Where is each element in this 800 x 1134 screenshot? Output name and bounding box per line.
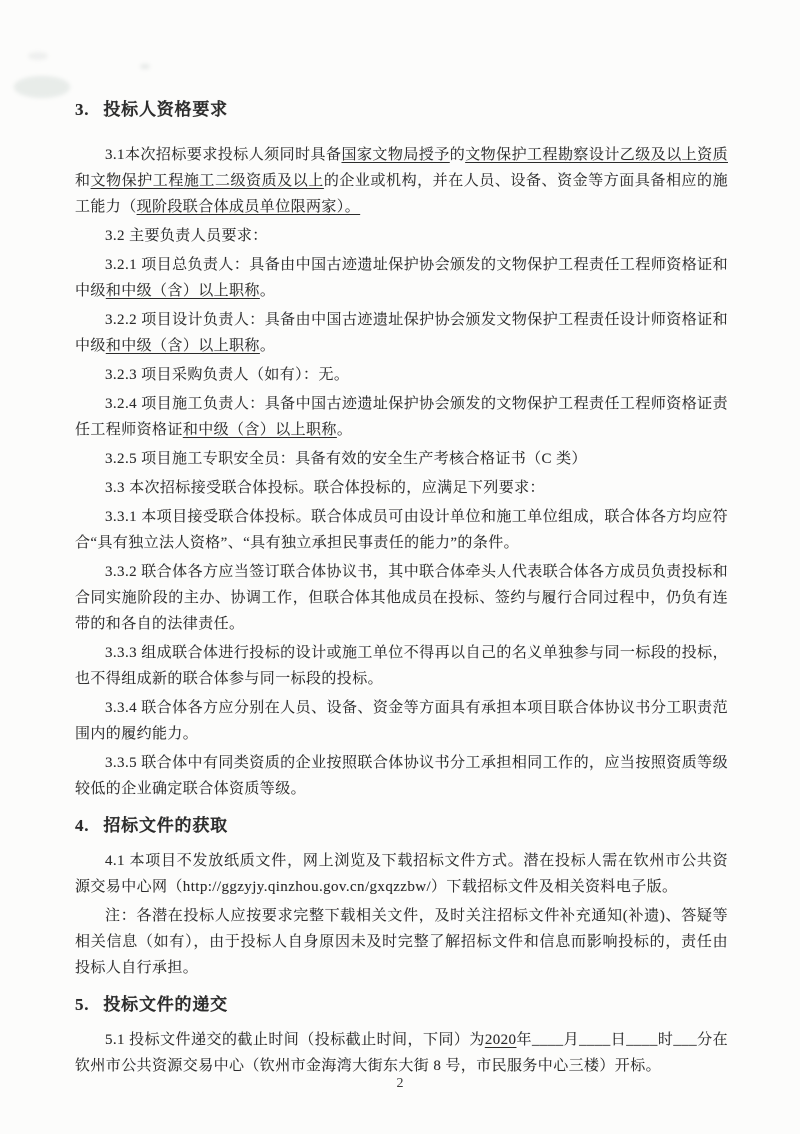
underlined-text: 文物保护工程施工二级资质及以上	[90, 173, 324, 189]
text-run: 3.2.3 项目采购负责人（如有）：无。	[105, 367, 350, 383]
text-run: 3.3.2 联合体各方应当签订联合体协议书，其中联合体牵头人代表联合体各方成员负责投标和合同实施阶段的主办、协调工作，但联合体其他成员在投标、签约与履行合同过程中，仍负有连带的和各自的法律责任。	[75, 564, 728, 632]
text-run: 3.3.5 联合体中有同类资质的企业按照联合体协议书分工承担相同工作的，应当按照资质等级较低的企业确定联合体资质等级。	[75, 755, 728, 797]
text-run: 。	[336, 422, 353, 438]
text-run: 3.3.4 联合体各方应分别在人员、设备、资金等方面具有承担本项目联合体协议书分工职责范围内的履约能力。	[75, 700, 728, 742]
text-run: 。	[259, 338, 276, 354]
section-title: 投标人资格要求	[103, 100, 228, 119]
text-run: 的	[449, 147, 466, 163]
section-title: 投标文件的递交	[103, 995, 228, 1014]
section-number: 4.	[75, 816, 90, 835]
paragraph	[75, 640, 728, 692]
text-run: 3.2.5 项目施工专职安全员：具备有效的安全生产考核合格证书（C 类）	[105, 451, 587, 467]
paragraph	[75, 307, 728, 359]
underlined-text: 国家文物局授予	[341, 147, 450, 163]
text-run: 5.1 投标文件递交的截止时间（投标截止时间，下同）为	[105, 1032, 485, 1048]
paragraph	[75, 446, 728, 472]
paragraph	[75, 559, 728, 637]
text-run: 注：各潜在投标人应按要求完整下载相关文件，及时关注招标文件补充通知(补遗)、答疑等相关信息（如有），由于投标人自身原因未及时完整了解招标文件和信息而影响投标的，责任由投标人自行承担。	[75, 908, 728, 976]
text-run: 3.2 主要负责人员要求：	[105, 228, 268, 244]
section-heading	[75, 993, 728, 1017]
text-run: 3.3.1 本项目接受联合体投标。联合体成员可由设计单位和施工单位组成，联合体各方均应符合“具有独立法人资格”、“具有独立承担民事责任的能力”的条件。	[75, 509, 728, 551]
underlined-text: 2020	[484, 1032, 517, 1048]
text-run: 3.3.3 组成联合体进行投标的设计或施工单位不得再以自己的名义单独参与同一标段的投标，也不得组成新的联合体参与同一标段的投标。	[75, 645, 728, 687]
underlined-text: 和中级（含）以上职称	[182, 422, 337, 438]
paragraph	[75, 223, 728, 249]
text-run: 3.1本次招标要求投标人须同时具备	[105, 147, 342, 163]
section-title: 招标文件的获取	[103, 816, 228, 835]
paragraph	[75, 142, 728, 220]
text-run: 的企业或机构，并在人员、设备、资金等方面具备相应的施工能力（	[75, 173, 728, 215]
paragraph	[75, 362, 728, 388]
underlined-text: 现阶段联合体成员单位限两家）。	[136, 199, 361, 215]
section-heading	[75, 98, 728, 122]
paragraph	[75, 848, 728, 900]
text-run: 3.2.2 项目设计负责人：具备由中国古迹遗址保护协会颁发文物保护工程责任设计师资格证和中级	[75, 312, 728, 354]
text-run: 和	[75, 173, 91, 189]
paragraph	[75, 252, 728, 304]
underlined-text: 和中级（含）以上职称	[105, 283, 260, 299]
scan-artifact	[140, 64, 150, 69]
text-run: 3.3 本次招标接受联合体投标。联合体投标的，应满足下列要求：	[105, 480, 545, 496]
paragraph	[75, 1027, 728, 1079]
paragraph	[75, 475, 728, 501]
text-run: 3.2.1 项目总负责人：具备由中国古迹遗址保护协会颁发的文物保护工程责任工程师资格证和中级	[75, 257, 728, 299]
underlined-text: 和中级（含）以上职称	[105, 338, 260, 354]
scan-artifact	[14, 76, 70, 98]
paragraph	[75, 750, 728, 802]
underlined-text: 文物保护工程勘察设计乙级及以上资质	[465, 147, 728, 163]
page-number: 2	[396, 1076, 404, 1091]
paragraph	[75, 695, 728, 747]
section-number: 5.	[75, 995, 90, 1014]
paragraph	[75, 903, 728, 981]
text-run: 4.1 本项目不发放纸质文件，网上浏览及下载招标文件方式。潜在投标人需在钦州市公共资源交易中心网（http://ggzyjy.qinzhou.gov.cn/gxqzzbw/）下载招标文件及相关资料电子版。	[75, 853, 728, 895]
paragraph	[75, 504, 728, 556]
text-run: 年____月____日____时___分在钦州市公共资源交易中心（钦州市金海湾大街东大街 8 号，市民服务中心三楼）开标。	[75, 1032, 728, 1074]
text-run: 。	[259, 283, 276, 299]
section-number: 3.	[75, 100, 90, 119]
section-heading	[75, 814, 728, 838]
scan-artifact	[28, 52, 48, 60]
document-body	[75, 98, 728, 1082]
text-run: 3.2.4 项目施工负责人：具备中国古迹遗址保护协会颁发的文物保护工程责任工程师资格证责任工程师资格证	[75, 396, 728, 438]
paragraph	[75, 391, 728, 443]
